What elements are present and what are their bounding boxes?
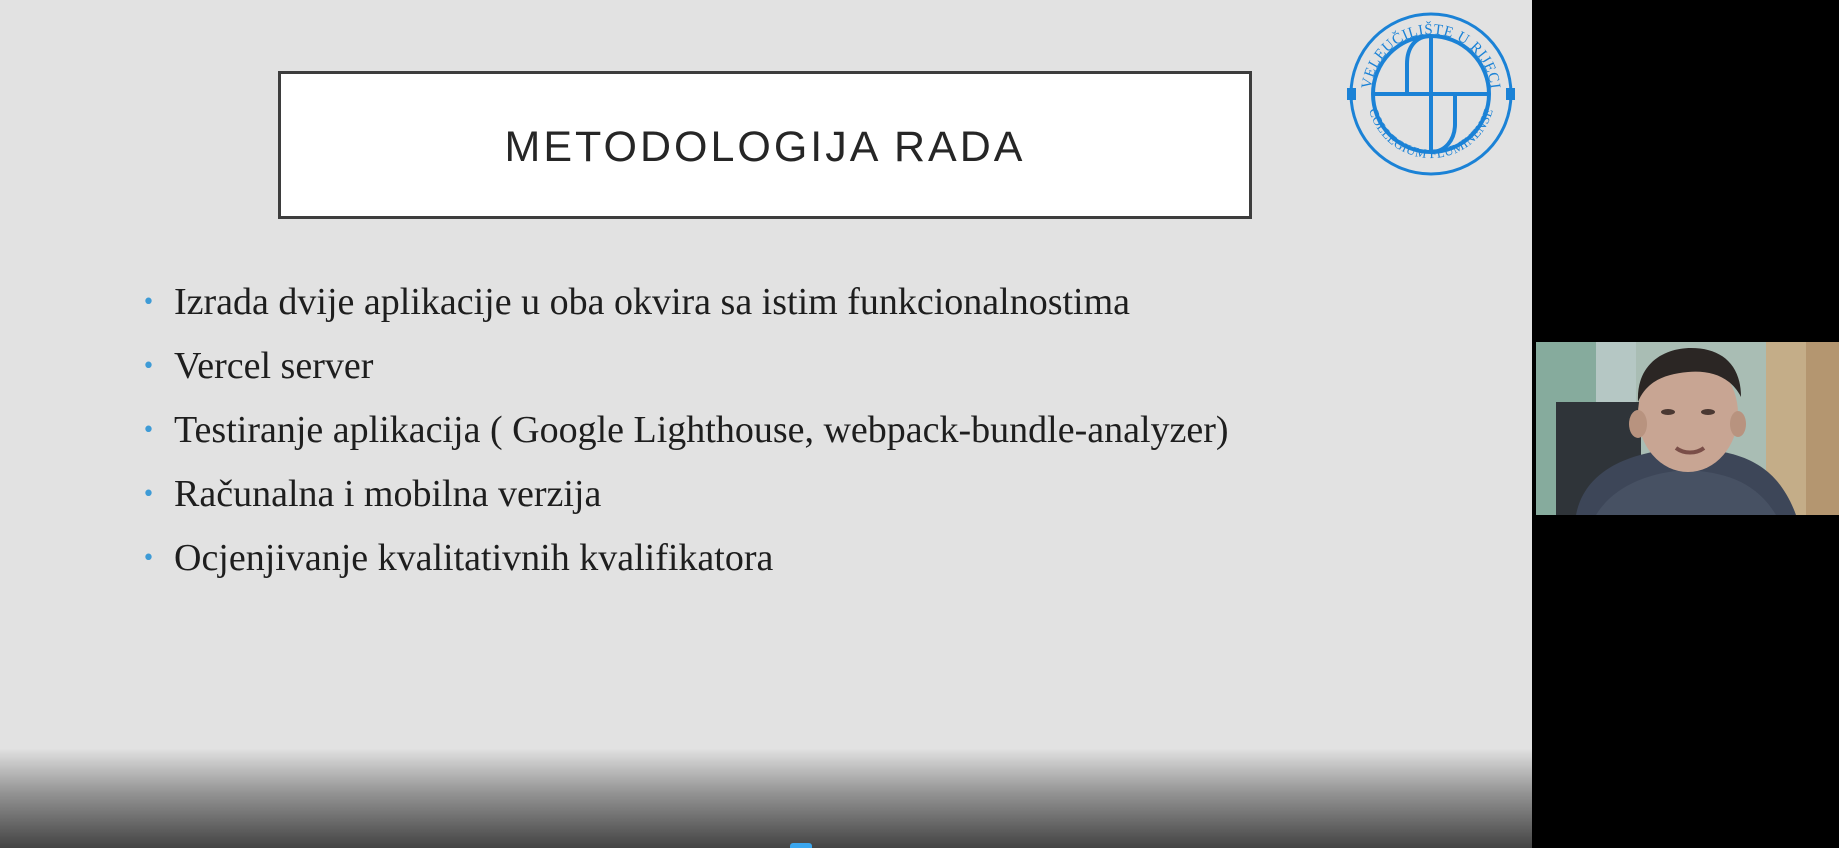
bullet-list	[142, 270, 1229, 590]
bullet-item	[142, 270, 1229, 334]
slide-bottom-overlay	[0, 748, 1532, 848]
bullet-text: Testiranje aplikacija ( Google Lighthouse, webpack-bundle-analyzer)	[174, 409, 1229, 451]
participant-video-icon	[1536, 342, 1839, 515]
bullet-icon: •	[142, 545, 155, 571]
university-logo	[1345, 8, 1517, 180]
svg-text:COLLEGIUM FLUMINENSE: COLLEGIUM FLUMINENSE	[1366, 106, 1496, 162]
university-seal-icon	[1345, 8, 1517, 180]
bullet-item	[142, 462, 1229, 526]
bullet-icon: •	[142, 289, 155, 315]
slide-progress-indicator	[790, 843, 812, 848]
bullet-text: Računalna i mobilna verzija	[174, 473, 602, 515]
slide-title-box	[278, 71, 1252, 219]
bullet-icon: •	[142, 417, 155, 443]
bullet-icon: •	[142, 481, 155, 507]
bullet-text: Izrada dvije aplikacije u oba okvira sa istim funkcionalnostima	[174, 281, 1131, 323]
bullet-item	[142, 526, 1229, 590]
participant-video-tile[interactable]	[1536, 342, 1839, 515]
svg-text:VELEUČILIŠTE U RIJECI: VELEUČILIŠTE U RIJECI	[1359, 21, 1503, 91]
bullet-item	[142, 398, 1229, 462]
slide-title: METODOLOGIJA RADA	[504, 122, 1026, 171]
bullet-text: Vercel server	[174, 345, 374, 387]
bullet-item	[142, 334, 1229, 398]
bullet-text: Ocjenjivanje kvalitativnih kvalifikatora	[174, 537, 774, 579]
bullet-icon: •	[142, 353, 155, 379]
